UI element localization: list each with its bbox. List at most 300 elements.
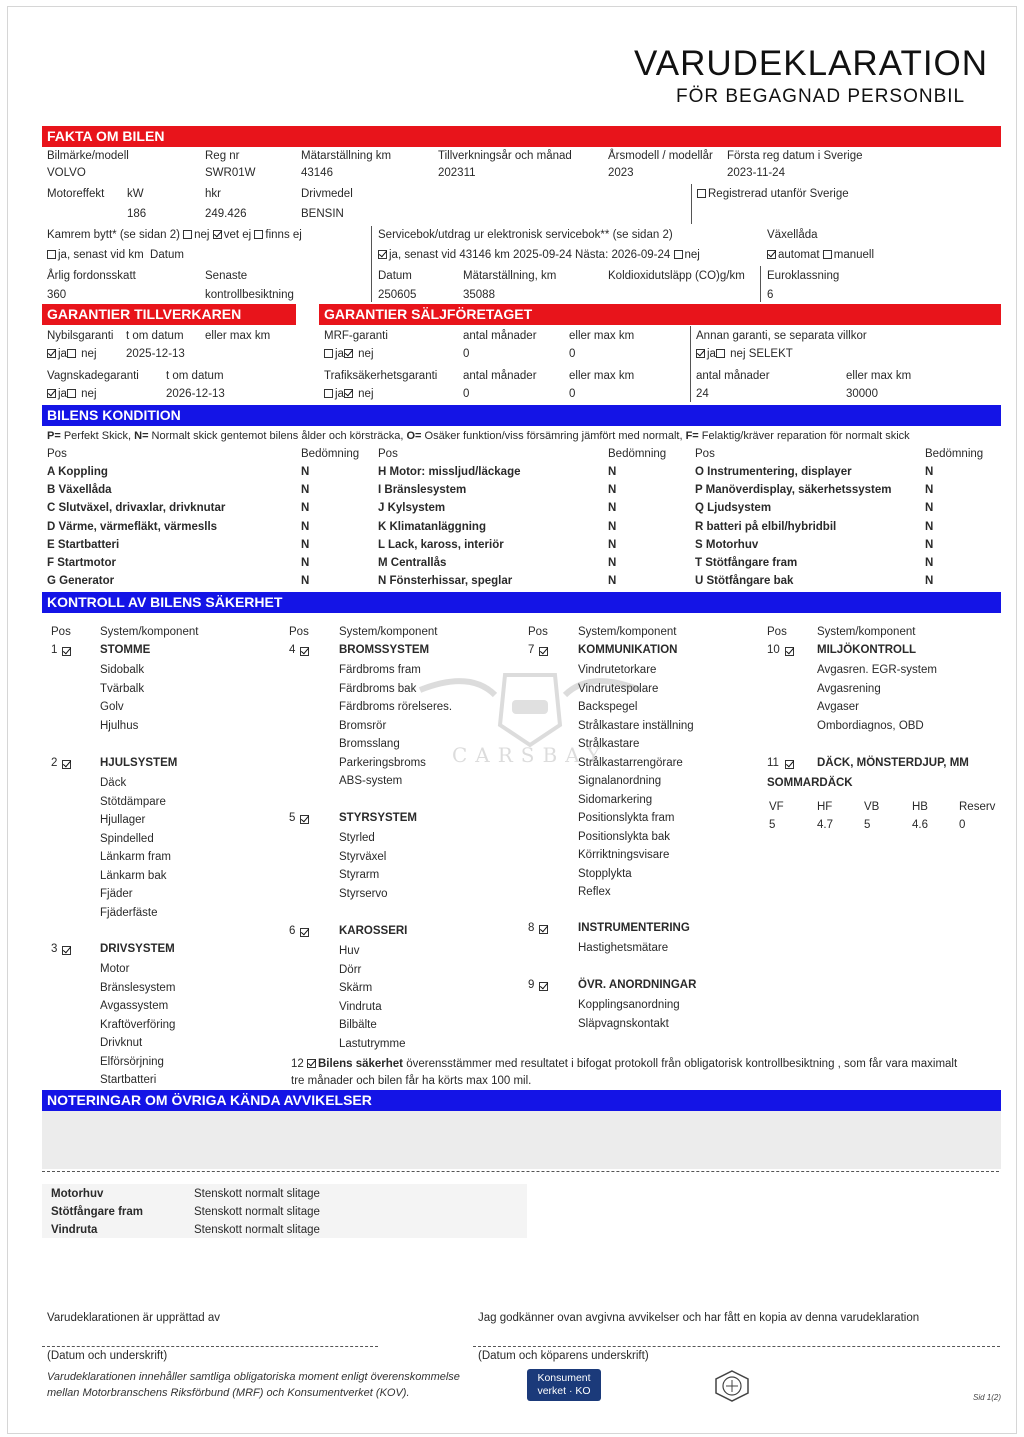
label-kamrem-vetej: vet ej — [223, 229, 252, 241]
footer-right-title: Jag godkänner ovan avgivna avvikelser och har fått en kopia av denna varudeklaration — [478, 1312, 920, 1324]
kondition-rating: N — [608, 538, 617, 551]
checkbox-group-1[interactable] — [62, 647, 71, 656]
component-item: Reflex — [578, 886, 611, 898]
kondition-item: S Motorhuv — [695, 538, 759, 551]
label-automat: automat — [778, 249, 820, 261]
component-item: Stötdämpare — [100, 795, 166, 808]
value-datum-besiktning: 250605 — [378, 289, 417, 301]
reg-utanfor — [697, 188, 849, 200]
kondition-item: J Kylsystem — [378, 502, 446, 515]
label-antal-man-3: antal månader — [696, 370, 770, 382]
checkbox-group-11[interactable] — [785, 760, 794, 769]
kondition-rating: N — [301, 502, 310, 515]
kondition-rating: N — [608, 466, 617, 478]
kamrem-row — [47, 229, 302, 241]
checkbox-vagn-nej[interactable] — [67, 389, 76, 398]
label-co2: Koldioxidutsläpp (CO)g/km — [608, 270, 745, 282]
kamrem-ja-row — [47, 249, 184, 261]
col1-head-pos: Pos — [47, 448, 67, 460]
checkbox-annan-nej[interactable] — [716, 349, 725, 358]
kondition-item: I Bränslesystem — [378, 484, 467, 497]
label-matar-besiktning: Mätarställning, km — [463, 270, 557, 282]
checkbox-group-4[interactable] — [300, 647, 309, 656]
component-item: Ombordiagnos, OBD — [817, 719, 924, 732]
label-senaste: Senaste — [205, 270, 248, 282]
component-item: Positionslykta fram — [578, 812, 675, 824]
component-item: Sidomarkering — [578, 793, 653, 806]
group-title: STYRSYSTEM — [339, 812, 417, 824]
kontroll-head-pos: Pos — [289, 626, 309, 638]
component-item: Tvärbalk — [100, 682, 145, 695]
label-ja: ja — [58, 348, 67, 360]
group-title: STOMME — [100, 644, 151, 656]
kontroll-head-pos: Pos — [767, 626, 787, 638]
value-mrf-km: 0 — [569, 348, 576, 360]
component-item: Signalanordning — [578, 775, 662, 787]
component-item: Avgasren. EGR-system — [817, 664, 937, 676]
value-forsta-reg: 2023-11-24 — [727, 167, 785, 179]
safety-statement — [291, 1058, 957, 1070]
value-annan: nej SELEKT — [730, 348, 793, 360]
tire-value: 0 — [959, 819, 966, 831]
label-vaxellada: Växellåda — [767, 229, 818, 241]
section-kondition: BILENS KONDITION — [42, 405, 1001, 426]
group-title: INSTRUMENTERING — [578, 922, 690, 934]
component-item: Strålkastare — [578, 738, 640, 750]
value-servicebok: ja, senast vid 43146 km 2025-09-24 Nästa: 2026-09-24 — [389, 249, 671, 261]
group-pos: 7 — [528, 644, 535, 656]
component-item: Styrservo — [339, 887, 388, 900]
tire-head: Reserv — [959, 801, 996, 813]
checkbox-kamrem-nej[interactable] — [183, 230, 192, 239]
label-datum-besiktning: Datum — [378, 270, 412, 282]
kondition-rating: N — [301, 538, 310, 551]
value-matar-besiktning: 35088 — [463, 289, 495, 301]
divider — [690, 326, 691, 402]
note-label: Motorhuv — [51, 1188, 104, 1200]
label-max-km-4: eller max km — [846, 370, 912, 382]
component-item: Bromsslang — [339, 738, 400, 750]
label-ja: ja — [58, 388, 67, 400]
vagn-ja-nej — [47, 388, 97, 400]
kondition-rating: N — [925, 538, 934, 551]
component-item: Kraftöverföring — [100, 1018, 176, 1031]
checkbox-kamrem-ja[interactable] — [47, 250, 56, 259]
trafik-ja-nej — [324, 388, 374, 400]
kontroll-head-system: System/komponent — [817, 626, 916, 638]
component-item: Vindrutespolare — [578, 682, 659, 695]
tire-head: VF — [769, 801, 784, 813]
group-title: DRIVSYSTEM — [100, 943, 175, 955]
kondition-item: G Generator — [47, 575, 115, 588]
group-title: HJULSYSTEM — [100, 757, 178, 769]
component-item: Fjäderfäste — [100, 906, 158, 919]
component-item: Drivknut — [100, 1037, 143, 1049]
component-item: Färdbroms rörelseres. — [339, 701, 453, 713]
value-matar: 43146 — [301, 167, 333, 179]
group-title: KOMMUNIKATION — [578, 644, 678, 656]
component-item: Vindrutetorkare — [578, 664, 657, 676]
value-arsmodell: 2023 — [608, 167, 634, 179]
kondition-item: T Stötfångare fram — [695, 557, 798, 569]
component-item: Parkeringsbroms — [339, 756, 426, 769]
label-mrf: MRF-garanti — [324, 330, 388, 342]
component-item: Strålkastarrengörare — [578, 756, 683, 769]
group-pos: 5 — [289, 812, 296, 824]
note-label: Vindruta — [51, 1224, 98, 1236]
kondition-rating: N — [608, 484, 617, 497]
label-marke: Bilmärke/modell — [47, 150, 129, 162]
group-12-num: 12 — [291, 1058, 304, 1070]
checkbox-service-ja[interactable] — [378, 250, 387, 259]
value-hkr: 249.426 — [205, 208, 247, 220]
footer-right-sign: (Datum och köparens underskrift) — [478, 1350, 649, 1362]
label-nej: nej — [358, 388, 374, 400]
group-pos: 11 — [767, 757, 779, 769]
kondition-rating: N — [925, 466, 934, 478]
section-fakta: FAKTA OM BILEN — [42, 126, 1001, 147]
checkbox-group-10[interactable] — [785, 647, 794, 656]
kondition-item: M Centrallås — [378, 557, 447, 569]
tire-value: 4.7 — [817, 819, 833, 831]
value-annan-km: 30000 — [846, 388, 878, 400]
label-drivmedel: Drivmedel — [301, 188, 353, 200]
kondition-rating: N — [925, 484, 934, 497]
kondition-rating: N — [301, 557, 310, 569]
component-item: Positionslykta bak — [578, 830, 671, 843]
konsumentverket-logo — [527, 1369, 601, 1401]
kondition-item: D Värme, värmefläkt, värmeslls — [47, 520, 218, 533]
label-regnr: Reg nr — [205, 150, 240, 162]
group-title: ÖVR. ANORDNINGAR — [578, 979, 697, 991]
tire-head: HF — [817, 801, 833, 813]
value-trafik-man: 0 — [463, 388, 470, 400]
legend-o-text: Osäker funktion/viss försämring jämfört med normalt, — [421, 430, 686, 442]
label-service-nej: nej — [684, 249, 700, 261]
section-garanti-saljforetaget: GARANTIER SÄLJFÖRETAGET — [319, 304, 1001, 325]
component-item: Avgasrening — [817, 682, 881, 695]
label-ja-senast-km: ja, senast vid km — [58, 249, 144, 261]
label-tom-datum: t om datum — [126, 330, 184, 342]
component-item: Avgassystem — [100, 1000, 169, 1012]
component-item: Skärm — [339, 982, 373, 994]
label-nej: nej — [81, 348, 97, 360]
label-reg-utanfor: Registrerad utanför Sverige — [708, 188, 849, 200]
value-drivmedel: BENSIN — [301, 208, 344, 220]
label-hkr: hkr — [205, 188, 221, 200]
checkbox-reg-utanfor[interactable] — [697, 189, 706, 198]
component-item: Spindelled — [100, 832, 154, 845]
kondition-rating: N — [301, 520, 310, 533]
component-item: Hjulhus — [100, 719, 139, 732]
component-item: Elförsörjning — [100, 1055, 164, 1068]
value-mrf-man: 0 — [463, 348, 470, 360]
kontroll-head-pos: Pos — [51, 626, 71, 638]
note-value: Stenskott normalt slitage — [194, 1224, 320, 1236]
value-fordonsskatt: 360 — [47, 289, 67, 301]
component-item: Däck — [100, 777, 127, 789]
kontroll-head-system: System/komponent — [100, 626, 199, 638]
divider — [371, 226, 372, 302]
note-label: Stötfångare fram — [51, 1206, 144, 1218]
safety-bold: Bilens säkerhet — [318, 1058, 404, 1070]
footer-left-sign: (Datum och underskrift) — [47, 1350, 168, 1362]
component-item: Länkarm bak — [100, 869, 167, 882]
value-regnr: SWR01W — [205, 167, 256, 179]
group-pos: 4 — [289, 644, 296, 656]
value-euroklass: 6 — [767, 289, 774, 301]
section-kontroll: KONTROLL AV BILENS SÄKERHET — [42, 592, 1001, 613]
label-servicebok: Servicebok/utdrag ur elektronisk servicebok** (se sidan 2) — [378, 229, 673, 241]
kondition-rating: N — [925, 575, 934, 588]
note-value: Stenskott normalt slitage — [194, 1188, 320, 1200]
kondition-rating: N — [301, 466, 310, 478]
label-tom-datum-2: t om datum — [166, 370, 224, 382]
checkbox-trafik-nej[interactable] — [344, 389, 353, 398]
label-arsmodell: Årsmodell / modellår — [608, 150, 713, 162]
component-item: Kopplingsanordning — [578, 999, 680, 1011]
signature-line-right[interactable] — [473, 1346, 1000, 1347]
label-matar: Mätarställning km — [301, 150, 392, 162]
note-value: Stenskott normalt slitage — [194, 1206, 320, 1218]
component-item: Styrled — [339, 832, 375, 844]
tire-value: 5 — [864, 819, 871, 831]
col2-head-pos: Pos — [378, 448, 398, 460]
group-pos: 1 — [51, 644, 58, 656]
kondition-item: R batteri på elbil/hybridbil — [695, 520, 837, 533]
component-item: Strålkastare inställning — [578, 719, 694, 732]
kondition-item: Q Ljudsystem — [695, 502, 772, 515]
label-vagnskadegaranti: Vagnskadegaranti — [47, 370, 139, 382]
checkbox-group-2[interactable] — [62, 760, 71, 769]
col3-head-bed: Bedömning — [925, 448, 984, 460]
checkbox-manuell[interactable] — [823, 250, 832, 259]
label-manuell: manuell — [833, 249, 875, 261]
label-nej: nej — [358, 348, 374, 360]
component-item: Bromsrör — [339, 719, 387, 732]
section-garanti-tillverkaren: GARANTIER TILLVERKAREN — [42, 304, 296, 325]
checkbox-mrf-ja[interactable] — [324, 349, 333, 358]
label-antal-man: antal månader — [463, 330, 537, 342]
kontroll-head-system: System/komponent — [578, 626, 677, 638]
checkbox-group-6[interactable] — [300, 928, 309, 937]
signature-line-left[interactable] — [42, 1346, 378, 1347]
group-pos: 3 — [51, 943, 58, 955]
component-item: Styrarm — [339, 869, 380, 881]
kondition-item: B Växellåda — [47, 484, 112, 497]
checkbox-group-12[interactable] — [307, 1059, 316, 1068]
group-pos: 8 — [528, 922, 535, 934]
annan-ja-nej — [696, 348, 793, 360]
kondition-rating: N — [925, 502, 934, 515]
kondition-item: N Fönsterhissar, speglar — [378, 575, 513, 588]
mrf-ja-nej — [324, 348, 374, 360]
component-item: Hjullager — [100, 814, 146, 826]
kov-line-2: verket · KO — [537, 1385, 591, 1397]
label-nybilsgaranti: Nybilsgaranti — [47, 330, 114, 342]
label-euroklass: Euroklassning — [767, 270, 840, 282]
kondition-rating: N — [608, 520, 617, 533]
component-item: Startbatteri — [100, 1074, 157, 1086]
component-item: Styrväxel — [339, 850, 387, 863]
value-vagn-datum: 2026-12-13 — [166, 388, 225, 400]
page-number: Sid 1(2) — [973, 1393, 1002, 1402]
label-ja: ja — [707, 348, 716, 360]
kondition-rating: N — [608, 502, 617, 515]
checkbox-group-5[interactable] — [300, 815, 309, 824]
col3-head-pos: Pos — [695, 448, 715, 460]
label-nej: nej — [81, 388, 97, 400]
group-pos: 6 — [289, 925, 296, 937]
kondition-item: K Klimatanläggning — [378, 520, 486, 533]
component-item: Bilbälte — [339, 1019, 377, 1031]
kondition-rating: N — [925, 520, 934, 533]
kondition-item: O Instrumentering, displayer — [695, 466, 852, 478]
component-item: Motor — [100, 963, 130, 975]
checkbox-kamrem-finns[interactable] — [254, 230, 263, 239]
component-item: Dörr — [339, 963, 362, 976]
component-item: Stopplykta — [578, 867, 632, 880]
label-antal-man-2: antal månader — [463, 370, 537, 382]
checkbox-group-3[interactable] — [62, 946, 71, 955]
checkbox-nybil-ja[interactable] — [47, 349, 56, 358]
legend-f-text: Felaktig/kräver reparation för normalt skick — [698, 430, 910, 442]
label-ja: ja — [335, 388, 344, 400]
kondition-item: F Startmotor — [47, 557, 116, 569]
value-nybil-datum: 2025-12-13 — [126, 348, 185, 360]
component-item: Golv — [100, 701, 124, 713]
page-title: VARUDEKLARATION — [634, 44, 989, 83]
component-item: Hastighetsmätare — [578, 942, 669, 954]
legend-p: P= — [47, 430, 61, 442]
carsbay-watermark — [400, 660, 660, 770]
label-tillv: Tillverkningsår och månad — [438, 150, 572, 162]
kondition-rating: N — [925, 557, 934, 569]
group-subtitle: SOMMARDÄCK — [767, 777, 853, 789]
label-max-km: eller max km — [205, 330, 271, 342]
servicebok-row — [378, 249, 700, 261]
legend-n-text: Normalt skick gentemot bilens ålder och körsträcka, — [148, 430, 407, 442]
checkbox-automat[interactable] — [767, 250, 776, 259]
group-pos: 10 — [767, 644, 780, 656]
kondition-item: P Manöverdisplay, säkerhetssystem — [695, 484, 892, 497]
kondition-rating: N — [301, 484, 310, 497]
checkbox-group-9[interactable] — [539, 982, 548, 991]
label-ja: ja — [335, 348, 344, 360]
label-max-km-3: eller max km — [569, 370, 635, 382]
safety-text: överensstämmer med resultatet i bifogat protokoll från obligatorisk kontrollbesiktning , som får vara maximalt — [403, 1058, 958, 1070]
tire-value: 4.6 — [912, 819, 928, 831]
label-motoreffekt: Motoreffekt — [47, 188, 105, 200]
checkbox-kamrem-vetej[interactable] — [213, 230, 222, 239]
col1-head-bed: Bedömning — [301, 448, 360, 460]
group-pos: 2 — [51, 757, 58, 769]
checkbox-service-nej[interactable] — [674, 250, 683, 259]
page-subtitle: FÖR BEGAGNAD PERSONBIL — [676, 86, 966, 107]
component-item: Sidobalk — [100, 664, 145, 676]
legend-f: F= — [685, 430, 699, 442]
disclaimer-line-2: mellan Motorbranschens Riksförbund (MRF) och Konsumentverket (KOV). — [47, 1387, 410, 1399]
footer-left-title: Varudeklarationen är upprättad av — [47, 1312, 221, 1324]
kondition-legend — [47, 430, 910, 442]
group-title: MILJÖKONTROLL — [817, 644, 917, 656]
component-item: Bränslesystem — [100, 981, 176, 994]
kondition-item: C Slutväxel, drivaxlar, drivknutar — [47, 502, 226, 515]
component-item: Färdbroms bak — [339, 682, 417, 695]
component-item: Huv — [339, 945, 360, 957]
legend-p-text: Perfekt Skick, — [60, 430, 135, 442]
kov-line-1: Konsument — [537, 1372, 591, 1384]
kondition-item: L Lack, kaross, interiör — [378, 538, 504, 551]
tire-head: HB — [912, 801, 928, 813]
label-fordonsskatt: Årlig fordonsskatt — [47, 270, 136, 282]
watermark-text: CARSBAY — [451, 743, 609, 767]
section-noteringar: NOTERINGAR OM ÖVRIGA KÄNDA AVVIKELSER — [42, 1090, 1001, 1111]
label-kw: kW — [127, 188, 144, 200]
label-kamrem-nej: nej — [194, 229, 210, 241]
group-title: KAROSSERI — [339, 925, 408, 937]
mrf-seal-icon — [712, 1369, 752, 1408]
label-kamrem: Kamrem bytt* (se sidan 2) — [47, 229, 180, 241]
safety-text-2: tre månader och bilen får ha körts max 100 mil. — [291, 1075, 532, 1087]
value-kw: 186 — [127, 208, 147, 220]
component-item: Släpvagnskontakt — [578, 1017, 669, 1030]
checkbox-annan-ja[interactable] — [696, 349, 705, 358]
kontroll-head-system: System/komponent — [339, 626, 438, 638]
label-kamrem-finns: finns ej — [265, 229, 302, 241]
checkbox-nybil-nej[interactable] — [67, 349, 76, 358]
divider — [691, 184, 692, 224]
component-item: Lastutrymme — [339, 1037, 406, 1050]
kontroll-head-pos: Pos — [528, 626, 548, 638]
label-forsta-reg: Första reg datum i Sverige — [727, 150, 863, 162]
label-annan-garanti: Annan garanti, se separata villkor — [696, 330, 867, 342]
checkbox-vagn-ja[interactable] — [47, 389, 56, 398]
kondition-rating: N — [301, 575, 310, 588]
label-kontrollbesiktning: kontrollbesiktning — [205, 289, 294, 301]
group-pos: 9 — [528, 979, 535, 991]
kondition-rating: N — [608, 557, 617, 569]
component-item: Körriktningsvisare — [578, 849, 670, 861]
checkbox-trafik-ja[interactable] — [324, 389, 333, 398]
checkbox-group-8[interactable] — [539, 925, 548, 934]
value-annan-man: 24 — [696, 388, 709, 400]
label-max-km-2: eller max km — [569, 330, 635, 342]
notes-line — [42, 1171, 999, 1172]
kondition-item: H Motor: missljud/läckage — [378, 466, 521, 478]
disclaimer-line-1: Varudeklarationen innehåller samtliga obligatoriska moment enligt överenskommelse — [47, 1371, 460, 1383]
notes-field[interactable] — [42, 1111, 1001, 1169]
component-item: Avgaser — [817, 701, 859, 713]
group-title: BROMSSYSTEM — [339, 644, 430, 656]
kondition-rating: N — [608, 575, 617, 588]
checkbox-group-7[interactable] — [539, 647, 548, 656]
legend-o: O= — [406, 430, 422, 442]
component-item: Vindruta — [339, 1000, 382, 1013]
component-item: ABS-system — [339, 775, 403, 787]
checkbox-mrf-nej[interactable] — [344, 349, 353, 358]
vaxellada-row — [767, 249, 874, 261]
col2-head-bed: Bedömning — [608, 448, 667, 460]
kondition-item: U Stötfångare bak — [695, 575, 794, 588]
group-title: DÄCK, MÖNSTERDJUP, MM — [817, 757, 969, 769]
component-item: Backspegel — [578, 701, 638, 713]
value-marke: VOLVO — [47, 167, 86, 179]
label-trafiksakerhet: Trafiksäkerhetsgaranti — [324, 370, 438, 382]
divider — [760, 266, 761, 302]
tire-head: VB — [864, 801, 880, 813]
tire-value: 5 — [769, 819, 776, 831]
